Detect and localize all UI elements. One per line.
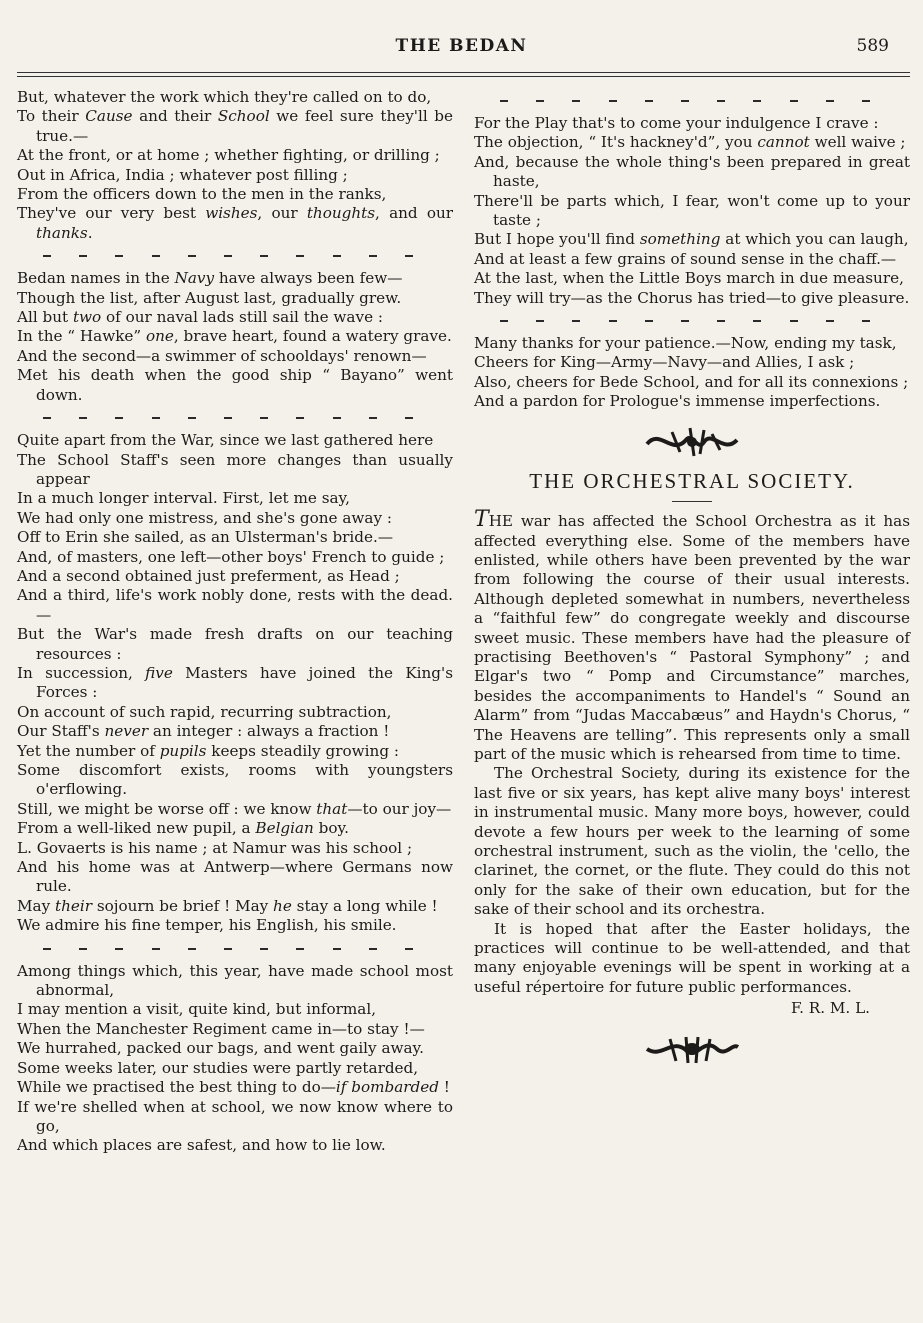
separator-dash [333, 255, 341, 257]
separator-dash [717, 100, 725, 102]
separator-dash [609, 320, 617, 322]
separator-dash [260, 948, 268, 950]
verse-line: Bedan names in the Navy have always been few— [17, 269, 403, 288]
separator-dash [862, 100, 870, 102]
separator-dash [753, 320, 761, 322]
section-separator [474, 88, 910, 114]
separator-dash [753, 100, 761, 102]
verse-line: In succession, five Masters have joined the King's Forces : [17, 663, 453, 702]
separator-dash [572, 320, 580, 322]
verse-line: While we practised the best thing to do—if bombarded ! [17, 1078, 450, 1097]
separator-dash [152, 255, 160, 257]
verse-line: We hurrahed, packed our bags, and went gaily away. [17, 1039, 424, 1058]
separator-dash [79, 255, 87, 257]
separator-dash [79, 417, 87, 419]
separator-dash [536, 320, 544, 322]
article-paragraph-1-text: HE war has affected the School Orchestra as it has affected everything else. Some of the members have enlisted, while others have been prevented by the war from following the course of their usual interests. Although depleted somewhat in numbers, nevertheless a “faithful few” do congregate weekly and discourse sweet music. These members have had the pleasure of practising Beethoven's “ Pastoral Symphony” ; and Elgar's two “ Pomp and Circumstance” marches, besides the accompaniments to Handel's “ Sound an Alarm” from “Judas Maccabæus” and Haydn's Chorus, “ The Heavens are telling”. This represents only a small part of the music which is rehearsed from time to time. [474, 512, 910, 763]
verse-line: Out in Africa, India ; whatever post filling ; [17, 165, 348, 184]
verse-line: Though the list, after August last, gradually grew. [17, 288, 402, 307]
separator-dash [500, 320, 508, 322]
separator-dash [188, 417, 196, 419]
verse-line: And, of masters, one left—other boys' French to guide ; [17, 547, 445, 566]
separator-dash [115, 948, 123, 950]
section-separator [474, 308, 910, 334]
separator-dash [152, 948, 160, 950]
right-column-verse [474, 88, 910, 412]
verse-line: And his home was at Antwerp—where Germans now rule. [17, 858, 453, 896]
article-title: THE ORCHESTRAL SOCIETY. [529, 468, 855, 493]
verse-line: On account of such rapid, recurring subtraction, [17, 702, 392, 721]
separator-dash [188, 948, 196, 950]
ornament-bottom [474, 1029, 910, 1069]
separator-dash [405, 948, 413, 950]
verse-line: They've our very best wishes, our thoughts, and our thanks. [17, 204, 454, 242]
separator-dash [115, 255, 123, 257]
verse-stanza [474, 334, 910, 412]
verse-line: Cheers for King—Army—Navy—and Allies, I ask ; [474, 353, 855, 372]
verse-stanza [17, 431, 453, 936]
verse-line: For the Play that's to come your indulgence I crave : [474, 114, 879, 132]
separator-dash [333, 417, 341, 419]
separator-dash [224, 948, 232, 950]
verse-line: To their Cause and their School we feel sure they'll be true.— [17, 107, 453, 145]
separator-dash [609, 100, 617, 102]
ornament-top [474, 422, 910, 462]
header-rule-bottom [17, 76, 910, 77]
verse-line: The objection, “ It's hackney'd”, you cannot well waive ; [474, 133, 906, 152]
separator-dash [43, 417, 51, 419]
verse-line: From the officers down to the men in the ranks, [17, 185, 387, 204]
verse-line: And at least a few grains of sound sense in the chaff.— [474, 249, 897, 268]
separator-dash [369, 948, 377, 950]
verse-stanza [17, 269, 453, 405]
verse-line: And a second obtained just preferment, as Head ; [17, 566, 400, 585]
verse-line: Yet the number of pupils keeps steadily growing : [17, 741, 399, 760]
verse-line: Some weeks later, our studies were partly retarded, [17, 1058, 419, 1077]
separator-dash [224, 417, 232, 419]
separator-dash [296, 948, 304, 950]
article-paragraph-2: The Orchestral Society, during its existence for the last five or six years, has kept alive many boys' interest in instrumental music. Many more boys, however, could devote a few hours per week to the learning of some orchestral instrument, such as the violin, the 'cello, the clarinet, the cornet, or the flute. They could do this not only for the sake of their own education, but for the sake of their school and its orchestra. [474, 764, 910, 919]
section-separator [17, 243, 453, 269]
separator-dash [43, 948, 51, 950]
flourish-icon [642, 422, 742, 462]
verse-line: L. Govaerts is his name ; at Namur was his school ; [17, 838, 413, 857]
separator-dash [405, 417, 413, 419]
page-header [0, 30, 923, 70]
separator-dash [681, 100, 689, 102]
right-column [474, 88, 910, 1075]
separator-dash [224, 255, 232, 257]
flourish-icon [642, 1029, 742, 1069]
left-column [17, 88, 453, 1156]
separator-dash [43, 255, 51, 257]
verse-line: Quite apart from the War, since we last gathered here [17, 431, 434, 450]
verse-line: But, whatever the work which they're called on to do, [17, 88, 432, 106]
verse-line: When the Manchester Regiment came in—to stay !— [17, 1019, 425, 1038]
verse-line: And, because the whole thing's been prepared in great haste, [474, 152, 910, 191]
separator-dash [717, 320, 725, 322]
separator-dash [790, 320, 798, 322]
separator-dash [572, 100, 580, 102]
section-separator [17, 936, 453, 962]
drop-cap: T [474, 507, 489, 533]
page-number: 589 [856, 36, 889, 56]
verse-line: Also, cheers for Bede School, and for all its connexions ; [474, 372, 909, 391]
verse-line: At the front, or at home ; whether fighting, or drilling ; [17, 146, 440, 165]
verse-line: Still, we might be worse off : we know that—to our joy— [17, 799, 452, 818]
verse-line: We had only one mistress, and she's gone away : [17, 508, 392, 527]
separator-dash [188, 255, 196, 257]
verse-line: Some discomfort exists, rooms with youngsters o'erflowing. [17, 761, 453, 799]
separator-dash [645, 320, 653, 322]
separator-dash [333, 948, 341, 950]
verse-line: And which places are safest, and how to lie low. [17, 1136, 386, 1155]
verse-line: They will try—as the Chorus has tried—to give pleasure. [474, 288, 910, 307]
verse-line: All but two of our naval lads still sail the wave : [17, 308, 384, 327]
article-paragraph-3: It is hoped that after the Easter holidays, the practices will continue to be well-attended, and that many enjoyable evenings will be spent in working at a useful répertoire for future public performances. [474, 919, 910, 996]
separator-dash [369, 255, 377, 257]
separator-dash [826, 100, 834, 102]
verse-line: In the “ Hawke” one, brave heart, found a watery grave. [17, 327, 452, 346]
verse-line: Met his death when the good ship “ Bayano” went down. [17, 366, 453, 404]
verse-line: And the second—a swimmer of schooldays' renown— [17, 346, 427, 365]
separator-dash [79, 948, 87, 950]
separator-dash [826, 320, 834, 322]
separator-dash [645, 100, 653, 102]
verse-stanza [17, 88, 453, 243]
verse-line: I may mention a visit, quite kind, but informal, [17, 1000, 377, 1019]
verse-line: But I hope you'll find something at which you can laugh, [474, 230, 909, 249]
separator-dash [369, 417, 377, 419]
verse-line: At the last, when the Little Boys march in due measure, [474, 269, 904, 288]
separator-dash [296, 417, 304, 419]
verse-line: If we're shelled when at school, we now know where to go, [17, 1097, 453, 1135]
verse-line: We admire his fine temper, his English, his smile. [17, 916, 397, 935]
running-title: THE BEDAN [395, 36, 528, 56]
verse-line: Our Staff's never an integer : always a fraction ! [17, 722, 390, 741]
verse-line: May their sojourn be brief ! May he stay a long while ! [17, 896, 438, 915]
separator-dash [536, 100, 544, 102]
article-body [474, 507, 910, 997]
separator-dash [790, 100, 798, 102]
separator-dash [260, 255, 268, 257]
verse-stanza [474, 114, 910, 308]
separator-dash [260, 417, 268, 419]
verse-line: From a well-liked new pupil, a Belgian boy. [17, 819, 349, 838]
verse-line: Among things which, this year, have made school most abnormal, [17, 961, 453, 1000]
verse-line: And a pardon for Prologue's immense imperfections. [474, 392, 881, 411]
separator-dash [296, 255, 304, 257]
article-paragraph-1 [474, 507, 910, 764]
verse-line: But the War's made fresh drafts on our teaching resources : [17, 625, 453, 663]
verse-line: There'll be parts which, I fear, won't come up to your taste ; [474, 191, 910, 230]
verse-line: And a third, life's work nobly done, rests with the dead.— [17, 586, 453, 624]
separator-dash [862, 320, 870, 322]
signature: F. R. M. L. [790, 999, 870, 1018]
separator-dash [500, 100, 508, 102]
separator-dash [152, 417, 160, 419]
verse-line: The School Staff's seen more changes than usually appear [17, 450, 453, 488]
verse-stanza [17, 962, 453, 1156]
title-rule [672, 501, 712, 502]
header-rule-top [17, 72, 910, 73]
separator-dash [115, 417, 123, 419]
verse-line: Off to Erin she sailed, as an Ulsterman's bride.— [17, 528, 394, 547]
verse-line: In a much longer interval. First, let me say, [17, 489, 350, 508]
verse-line: Many thanks for your patience.—Now, ending my task, [474, 334, 897, 353]
separator-dash [405, 255, 413, 257]
separator-dash [681, 320, 689, 322]
section-separator [17, 405, 453, 431]
